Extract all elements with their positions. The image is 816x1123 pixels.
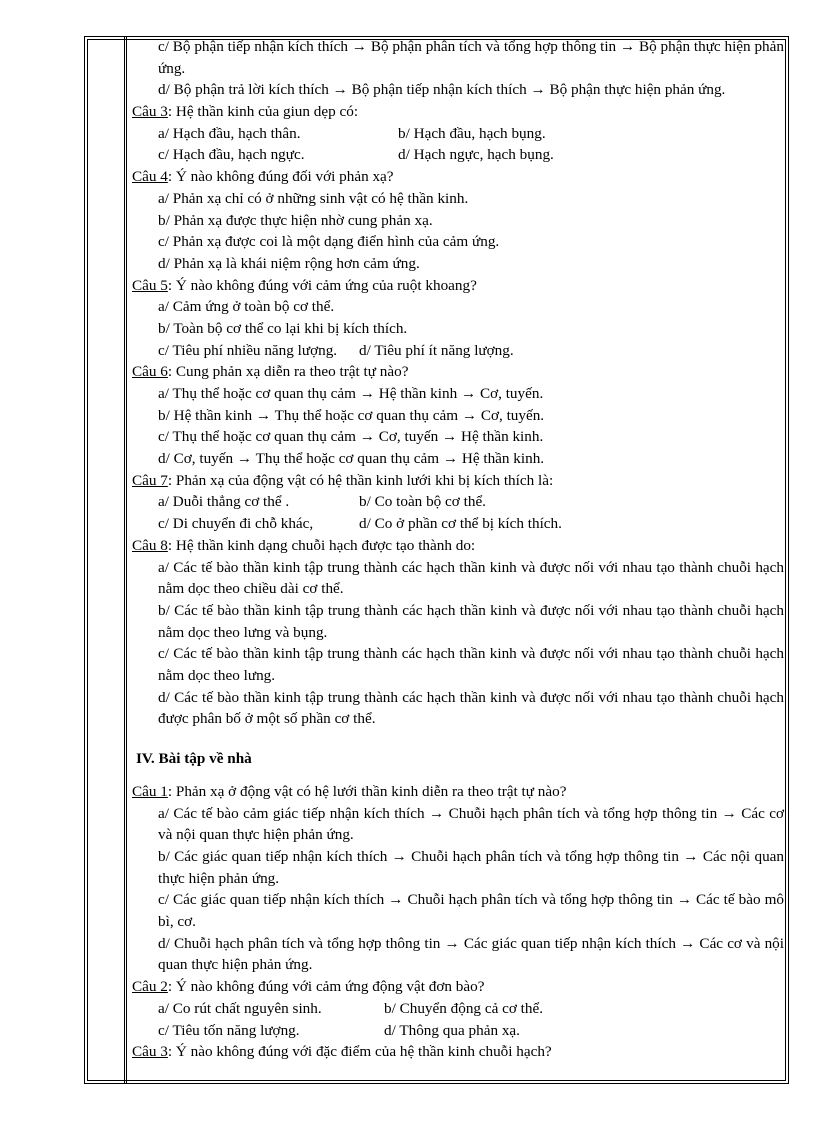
option-d: d/ Thông qua phản xạ. (384, 1021, 520, 1039)
question-text: : Ý nào không đúng với cảm ứng động vật đơn bào? (167, 978, 485, 996)
option-c: c/ Các giác quan tiếp nhận kích thích → Chuỗi hạch phân tích và tổng hợp thông tin → Các tế bào mô bì, cơ. (158, 891, 784, 931)
question-3 (132, 101, 784, 123)
question-text: : Cung phản xạ diễn ra theo trật tự nào? (167, 363, 409, 381)
question-label: Câu 3 (132, 1043, 168, 1061)
question-8 (132, 535, 784, 557)
question-5 (132, 275, 784, 297)
document-body (132, 36, 784, 1063)
question-7 (132, 470, 784, 492)
option-row (132, 998, 784, 1020)
question-4 (132, 166, 784, 188)
option-c: c/ Phản xạ được coi là một dạng điển hình của cảm ứng. (158, 233, 500, 251)
question-text: : Phản xạ ở động vật có hệ lưới thần kinh diễn ra theo trật tự nào? (167, 782, 567, 800)
option-a: a/ Thụ thể hoặc cơ quan thụ cảm → Hệ thần kinh → Cơ, tuyến. (158, 385, 544, 403)
option-b: b/ Các giác quan tiếp nhận kích thích → Chuỗi hạch phân tích và tổng hợp thông tin → Các nội quan thực hiện phản ứng. (158, 847, 784, 887)
option-a: a/ Co rút chất nguyên sinh. (158, 999, 322, 1017)
option-b: b/ Các tế bào thần kinh tập trung thành các hạch thần kinh và được nối với nhau tạo thành chuỗi hạch nằm dọc theo lưng và bụng. (158, 601, 784, 641)
option-a: a/ Phản xạ chỉ có ở những sinh vật có hệ thần kinh. (158, 189, 469, 207)
option-row (132, 144, 784, 166)
option-a: a/ Các tế bào cảm giác tiếp nhận kích thích → Chuỗi hạch phân tích và tổng hợp thông tin → Các cơ và nội quan thực hiện phản ứng. (158, 804, 784, 844)
option-c: c/ Bộ phận tiếp nhận kích thích → Bộ phận phân tích và tổng hợp thông tin → Bộ phận thực hiện phản ứng. (158, 38, 784, 77)
question-text: : Phản xạ của động vật có hệ thần kinh lưới khi bị kích thích là: (167, 471, 554, 489)
option-d: d/ Các tế bào thần kinh tập trung thành các hạch thần kinh và được nối với nhau tạo thành chuỗi hạch được phân bố ở một số phần cơ thể. (158, 688, 784, 728)
option-b: b/ Chuyển động cả cơ thể. (384, 999, 544, 1017)
option-b: b/ Hệ thần kinh → Thụ thể hoặc cơ quan thụ cảm → Cơ, tuyến. (158, 406, 545, 424)
question-label: Câu 2 (132, 978, 168, 996)
question-6 (132, 361, 784, 383)
option-b: b/ Hạch đầu, hạch bụng. (398, 124, 546, 142)
option-d: d/ Bộ phận trả lời kích thích → Bộ phận tiếp nhận kích thích → Bộ phận thực hiện phản ứng. (158, 81, 726, 99)
option-row (132, 491, 784, 513)
option-d: d/ Chuỗi hạch phân tích và tổng hợp thông tin → Các giác quan tiếp nhận kích thích → Các cơ và nội quan thực hiện phản ứng. (158, 934, 784, 974)
option-b: b/ Co toàn bộ cơ thể. (359, 493, 486, 511)
question-label: Câu 1 (132, 782, 168, 800)
column-divider (124, 36, 127, 1084)
option-c: c/ Thụ thể hoặc cơ quan thụ cảm → Cơ, tuyến → Hệ thần kinh. (158, 428, 544, 446)
option-b: b/ Toàn bộ cơ thể co lại khi bị kích thích. (158, 319, 408, 337)
option-c: c/ Hạch đầu, hạch ngực. (158, 146, 305, 164)
option-row (132, 513, 784, 535)
question-text: : Hệ thần kinh dạng chuỗi hạch được tạo thành do: (167, 536, 476, 554)
section-heading: IV. Bài tập về nhà (136, 750, 252, 768)
question-label: Câu 8 (132, 536, 168, 554)
question-label: Câu 4 (132, 168, 168, 186)
homework-question-1 (132, 781, 784, 803)
question-label: Câu 6 (132, 363, 168, 381)
option-row (132, 123, 784, 145)
option-row (132, 340, 784, 362)
option-b: b/ Phản xạ được thực hiện nhờ cung phản xạ. (158, 211, 433, 229)
option-a: a/ Các tế bào thần kinh tập trung thành các hạch thần kinh và được nối với nhau tạo thành chuỗi hạch nằm dọc theo chiều dài cơ thể. (158, 558, 784, 598)
option-a: a/ Duỗi thẳng cơ thể . (158, 493, 290, 511)
option-c: c/ Tiêu phí nhiều năng lượng. (158, 341, 338, 359)
option-c: c/ Các tế bào thần kinh tập trung thành các hạch thần kinh và được nối với nhau tạo thành chuỗi hạch nằm dọc theo lưng. (158, 645, 784, 685)
question-text: : Hệ thần kinh của giun dẹp có: (167, 103, 359, 121)
option-d: d/ Co ở phần cơ thể bị kích thích. (359, 515, 562, 533)
question-text: : Ý nào không đúng đối với phản xạ? (167, 168, 394, 186)
homework-question-2 (132, 976, 784, 998)
option-row (132, 1020, 784, 1042)
question-text: : Ý nào không đúng với cảm ứng của ruột khoang? (167, 276, 477, 294)
option-d: d/ Cơ, tuyến → Thụ thể hoặc cơ quan thụ cảm → Hệ thần kinh. (158, 450, 545, 468)
option-c: c/ Tiêu tốn năng lượng. (158, 1021, 300, 1039)
option-c: c/ Di chuyển đi chỗ khác, (158, 515, 314, 533)
option-d: d/ Tiêu phí ít năng lượng. (359, 341, 514, 359)
question-label: Câu 7 (132, 471, 168, 489)
option-a: a/ Hạch đầu, hạch thân. (158, 124, 301, 142)
homework-question-3 (132, 1041, 784, 1063)
option-d: d/ Phản xạ là khái niệm rộng hơn cảm ứng. (158, 254, 420, 272)
question-text: : Ý nào không đúng với đặc điểm của hệ thần kinh chuỗi hạch? (167, 1043, 552, 1061)
option-d: d/ Hạch ngực, hạch bụng. (398, 146, 554, 164)
question-label: Câu 5 (132, 276, 168, 294)
question-label: Câu 3 (132, 103, 168, 121)
option-a: a/ Cảm ứng ở toàn bộ cơ thể. (158, 298, 335, 316)
